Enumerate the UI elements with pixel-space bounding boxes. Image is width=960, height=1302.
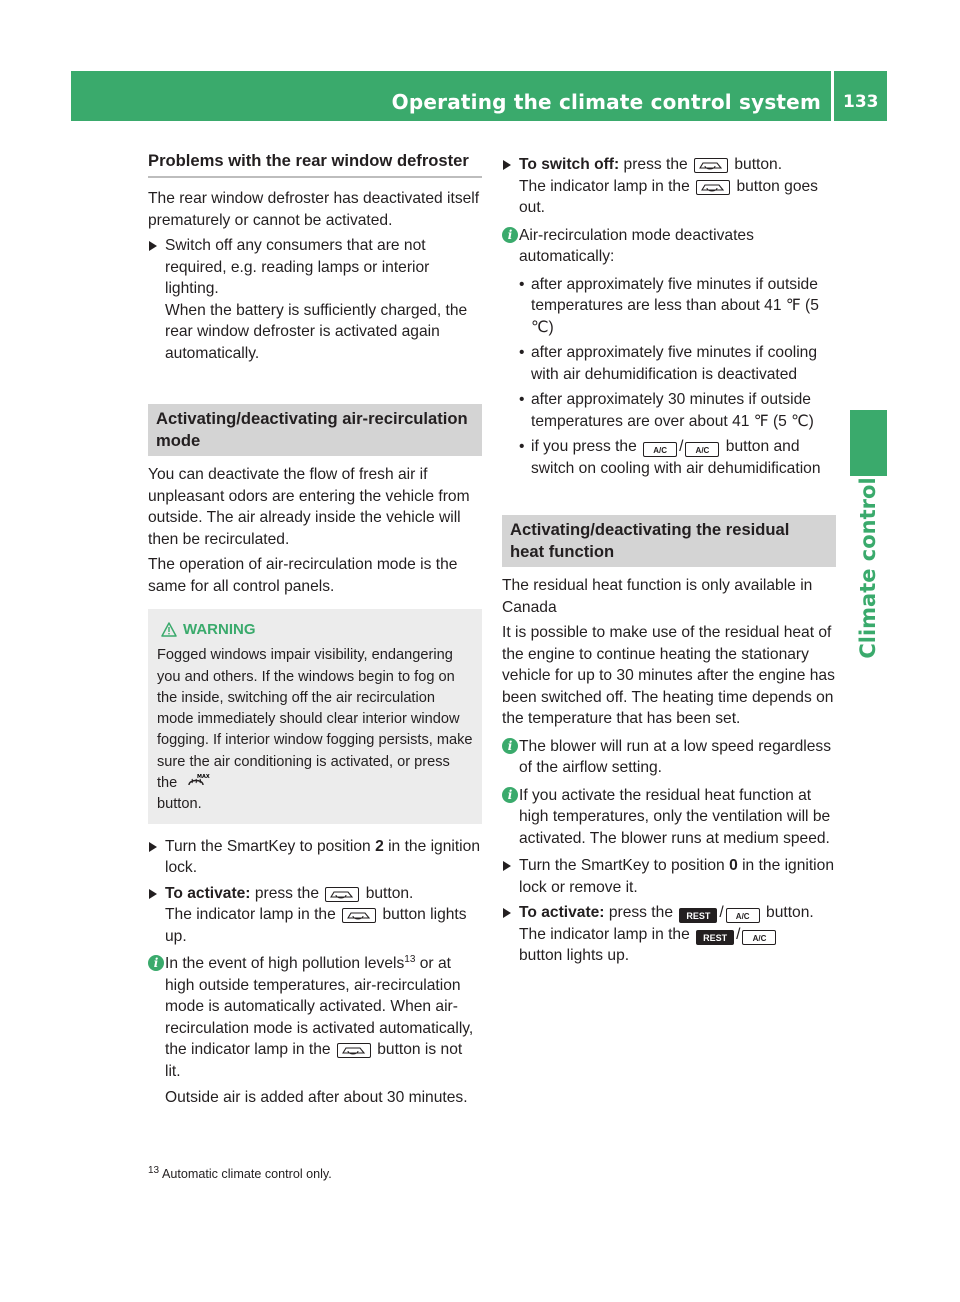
list-item: • after approximately five minutes if cooling with air dehumidification is deactivated bbox=[519, 342, 836, 385]
info-note: i In the event of high pollution levels$^{13}$ or at high outside temperatures, air-recirculation mode is automatically activated. When air-recirculation mode is activated automatically, the indicator lamp in the button is not lit. Outside air is added after about 30 minutes. bbox=[148, 953, 482, 1109]
air-recirculation-button-icon bbox=[337, 1043, 371, 1058]
chapter-tab bbox=[850, 410, 887, 476]
info-icon bbox=[502, 787, 518, 803]
list-item: • after approximately 30 minutes if outside temperatures are over about 41 ℉ (5 ℃) bbox=[519, 389, 836, 432]
max-defrost-button-icon bbox=[183, 773, 209, 788]
instruction-step: Switch off any consumers that are not required, e.g. reading lamps or interior lighting. When the battery is sufficiently charged, the rear window defroster is activated again automatically. bbox=[148, 235, 482, 364]
paragraph: The rear window defroster has deactivated itself prematurely or cannot be activated. bbox=[148, 190, 480, 229]
list-item: • after approximately five minutes if outside temperatures are less than about 41 ℉ (5 ℃) bbox=[519, 274, 836, 339]
instruction-step: To activate: press the REST / A/C button. The indicator lamp in the REST / A/C button lights up. bbox=[502, 902, 836, 967]
svg-text:MAX: MAX bbox=[197, 774, 211, 781]
ac-rest-button-icon: A/C bbox=[726, 908, 760, 923]
header-title: Operating the climate control system bbox=[391, 90, 821, 114]
instruction-step: To activate: press the button. The indicator lamp in the button lights up. bbox=[148, 883, 482, 948]
info-note: i The blower will run at a low speed regardless of the airflow setting. bbox=[502, 736, 836, 779]
warning-triangle-icon bbox=[161, 622, 177, 637]
rest-button-icon: REST bbox=[679, 908, 717, 923]
info-icon bbox=[502, 738, 518, 754]
section-heading-residual-heat: Activating/deactivating the residual heat function bbox=[502, 515, 836, 567]
rest-button-icon: REST bbox=[696, 930, 734, 945]
paragraph: It is possible to make use of the residual heat of the engine to continue heating the stationary vehicle for up to 30 minutes after the engine has been switched off. The heating time depends on the temperature that has been set. bbox=[502, 624, 835, 727]
ac-button-icon: A/C bbox=[643, 442, 677, 457]
info-icon bbox=[502, 227, 518, 243]
info-icon bbox=[148, 955, 164, 971]
info-note: i If you activate the residual heat function at high temperatures, only the ventilation will be activated. The blower runs at medium speed. bbox=[502, 785, 836, 850]
page-number: 133 bbox=[843, 92, 879, 112]
ac-rest-button-icon: A/C bbox=[685, 442, 719, 457]
air-recirculation-button-icon bbox=[342, 908, 376, 923]
ac-rest-button-icon: A/C bbox=[742, 930, 776, 945]
section-heading-air-recirculation: Activating/deactivating air-recirculation mode bbox=[148, 404, 482, 456]
paragraph: You can deactivate the flow of fresh air if unpleasant odors are entering the vehicle from outside. The air already inside the vehicle will then be recirculated. bbox=[148, 466, 470, 548]
warning-text: Fogged windows impair visibility, endangering you and others. If the windows begin to fog on the inside, switching off the air recirculation mode immediately should clear interior window fogging. If interior window fogging persists, make sure the air conditioning is activated, or press the bbox=[157, 647, 473, 792]
footnote: $^{13}$ Automatic climate control only. bbox=[148, 1164, 332, 1181]
section-heading-rear-defroster: Problems with the rear window defroster bbox=[148, 150, 482, 178]
instruction-step: To switch off: press the button. The indicator lamp in the button goes out. bbox=[502, 154, 836, 219]
paragraph: The operation of air-recirculation mode is the same for all control panels. bbox=[148, 556, 458, 595]
right-column bbox=[502, 154, 836, 971]
chapter-label: Climate control bbox=[856, 477, 880, 659]
footnote-ref: 13 bbox=[404, 953, 416, 965]
instruction-step: Turn the SmartKey to position 2 in the ignition lock. bbox=[148, 836, 482, 879]
air-recirculation-button-icon bbox=[694, 158, 728, 173]
header-divider bbox=[831, 71, 834, 121]
page-header bbox=[71, 71, 887, 121]
paragraph: The residual heat function is only available in Canada bbox=[502, 577, 813, 616]
info-note: i Air-recirculation mode deactivates automatically: bbox=[502, 225, 836, 268]
air-recirculation-button-icon bbox=[696, 180, 730, 195]
left-column bbox=[148, 150, 482, 1115]
air-recirculation-button-icon bbox=[325, 887, 359, 902]
warning-box: WARNING Fogged windows impair visibility, endangering you and others. If the windows begin to fog on the inside, switching off the air recirculation mode immediately should clear interior window fogging. If interior window fogging persists, make sure the air conditioning is activated, or press the MAX button. bbox=[148, 609, 482, 824]
bullet-list bbox=[519, 274, 836, 480]
instruction-step: Turn the SmartKey to position 0 in the ignition lock or remove it. bbox=[502, 855, 836, 898]
warning-heading: WARNING bbox=[161, 619, 473, 640]
list-item: • if you press the A/C / A/C button and switch on cooling with air dehumidification bbox=[519, 436, 836, 479]
